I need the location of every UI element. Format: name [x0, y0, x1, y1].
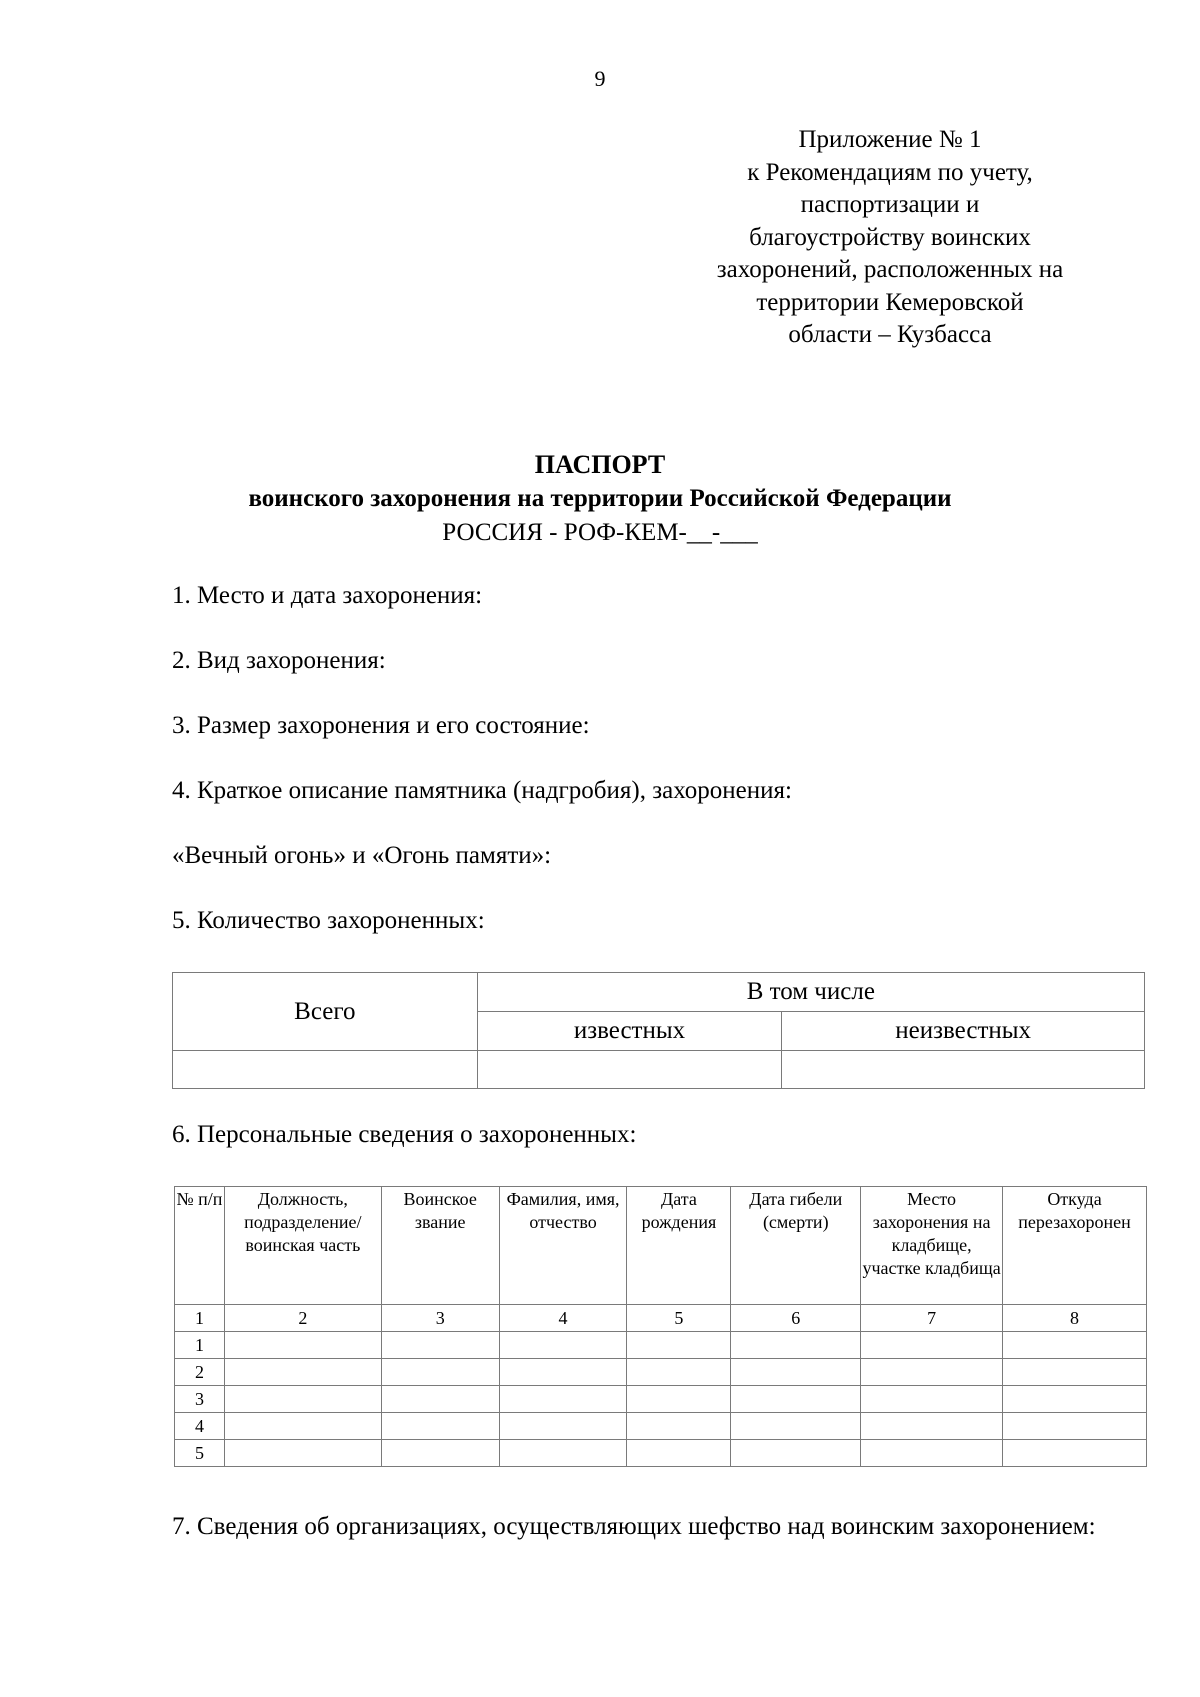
appendix-line: к Рекомендациям по учету,	[747, 158, 1033, 186]
table-cell	[1003, 1440, 1147, 1467]
table-cell	[731, 1440, 861, 1467]
table-cell	[224, 1332, 381, 1359]
table-cell	[731, 1413, 861, 1440]
column-number: 4	[499, 1305, 627, 1332]
table-cell	[627, 1413, 731, 1440]
item-5: 5. Количество захороненных:	[172, 907, 485, 934]
table-cell	[627, 1440, 731, 1467]
row-number: 3	[175, 1386, 225, 1413]
row-number: 4	[175, 1413, 225, 1440]
appendix-line: захоронений, расположенных на	[716, 256, 1064, 283]
persons-table	[174, 1186, 1147, 1467]
header-death-date: Дата гибели (смерти)	[731, 1187, 861, 1305]
count-unknown-header: неизвестных	[782, 1012, 1145, 1051]
table-cell	[861, 1359, 1003, 1386]
header-position: Должность, подразделение/ воинская часть	[224, 1187, 381, 1305]
table-cell	[1003, 1332, 1147, 1359]
page-number: 9	[594, 66, 606, 91]
column-number: 5	[627, 1305, 731, 1332]
title-code: РОССИЯ - РОФ-КЕМ-__-___	[442, 519, 758, 546]
table-cell	[381, 1359, 499, 1386]
table-cell	[861, 1332, 1003, 1359]
table-cell	[1003, 1359, 1147, 1386]
table-cell	[861, 1440, 1003, 1467]
item-6: 6. Персональные сведения о захороненных:	[172, 1121, 637, 1148]
item-4: 4. Краткое описание памятника (надгробия), захоронения:	[172, 777, 792, 804]
table-cell	[1003, 1413, 1147, 1440]
table-cell	[731, 1332, 861, 1359]
table-cell	[381, 1440, 499, 1467]
table-cell	[224, 1440, 381, 1467]
item-1: 1. Место и дата захоронения:	[172, 582, 483, 609]
table-cell	[381, 1386, 499, 1413]
table-row	[175, 1359, 1147, 1386]
table-cell	[381, 1332, 499, 1359]
header-reburied-from: Откуда перезахоронен	[1003, 1187, 1147, 1305]
table-cell	[627, 1332, 731, 1359]
header-rank: Воинское звание	[381, 1187, 499, 1305]
table-cell	[499, 1413, 627, 1440]
count-known-header: известных	[477, 1012, 782, 1051]
row-number: 2	[175, 1359, 225, 1386]
table-row	[175, 1413, 1147, 1440]
item-7: 7. Сведения об организациях, осуществляющих шефство над воинским захоронением:	[172, 1513, 1096, 1540]
row-number: 5	[175, 1440, 225, 1467]
appendix-line: благоустройству воинских	[749, 223, 1031, 251]
column-number: 1	[175, 1305, 225, 1332]
table-cell	[731, 1359, 861, 1386]
column-number: 8	[1003, 1305, 1147, 1332]
table-cell	[499, 1440, 627, 1467]
header-number: № п/п	[175, 1187, 225, 1305]
title-passport: ПАСПОРТ	[534, 450, 666, 479]
table-cell	[499, 1332, 627, 1359]
count-including-header: В том числе	[477, 973, 1144, 1012]
item-4-fire: «Вечный огонь» и «Огонь памяти»:	[172, 842, 552, 869]
table-cell	[627, 1359, 731, 1386]
table-cell	[861, 1386, 1003, 1413]
appendix-heading	[700, 124, 1080, 352]
table-cell	[224, 1386, 381, 1413]
table-cell	[499, 1359, 627, 1386]
table-cell	[731, 1386, 861, 1413]
table-cell	[499, 1386, 627, 1413]
count-table	[172, 972, 1145, 1089]
table-cell	[224, 1413, 381, 1440]
appendix-line: территории Кемеровской	[756, 288, 1024, 316]
header-burial-place: Место захоронения на кладбище, участке кладбища	[861, 1187, 1003, 1305]
table-row	[175, 1332, 1147, 1359]
item-3: 3. Размер захоронения и его состояние:	[172, 712, 590, 739]
appendix-line: паспортизации и	[800, 191, 980, 218]
table-cell	[1003, 1386, 1147, 1413]
table-cell	[861, 1413, 1003, 1440]
table-cell	[381, 1413, 499, 1440]
count-total-cell	[173, 1051, 478, 1089]
table-cell	[627, 1386, 731, 1413]
document-title	[0, 448, 1200, 550]
appendix-line: области – Кузбасса	[788, 321, 992, 348]
header-birth-date: Дата рождения	[627, 1187, 731, 1305]
table-row	[175, 1440, 1147, 1467]
title-subtitle: воинского захоронения на территории Российской Федерации	[248, 485, 952, 512]
count-total-header: Всего	[173, 973, 478, 1051]
count-unknown-cell	[782, 1051, 1145, 1089]
table-row	[175, 1386, 1147, 1413]
item-2: 2. Вид захоронения:	[172, 647, 386, 674]
column-number: 7	[861, 1305, 1003, 1332]
count-known-cell	[477, 1051, 782, 1089]
appendix-line: Приложение № 1	[798, 126, 982, 153]
column-number: 6	[731, 1305, 861, 1332]
header-full-name: Фамилия, имя, отчество	[499, 1187, 627, 1305]
column-number: 3	[381, 1305, 499, 1332]
column-number: 2	[224, 1305, 381, 1332]
row-number: 1	[175, 1332, 225, 1359]
table-cell	[224, 1359, 381, 1386]
